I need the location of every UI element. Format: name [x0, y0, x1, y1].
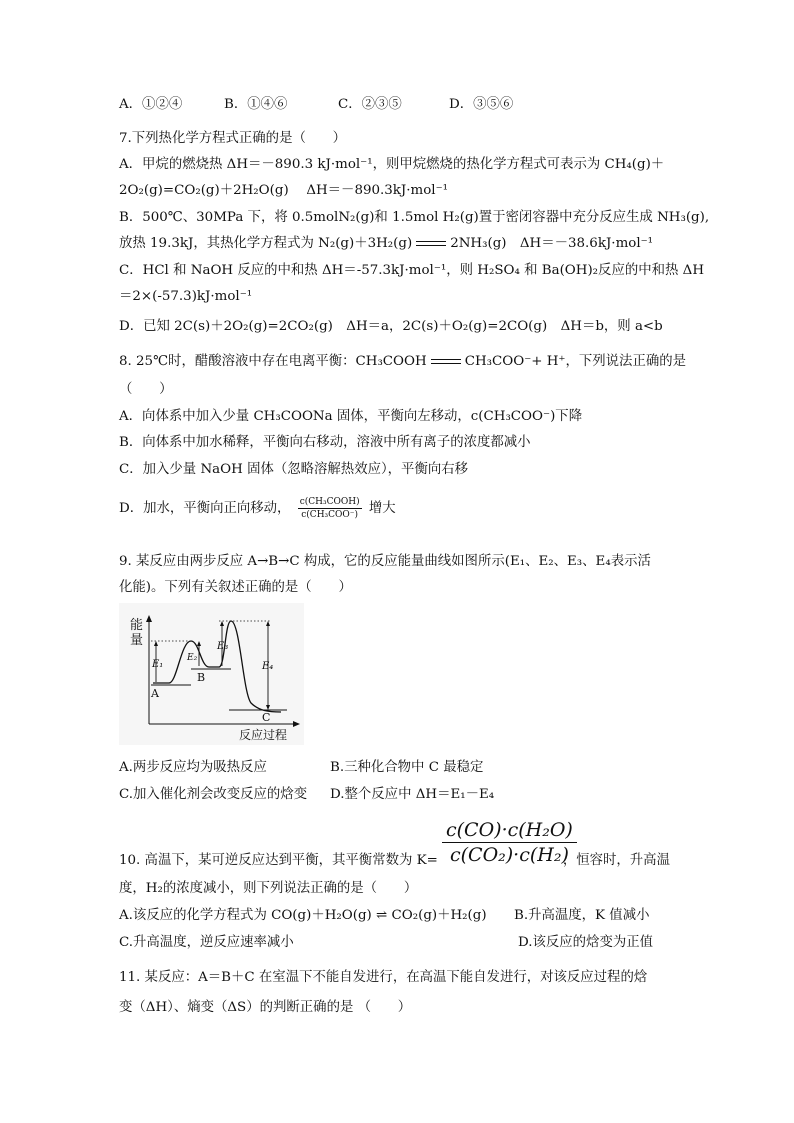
equilibrium-arrow-icon: [429, 357, 463, 367]
q8-stem-post: CH₃COO⁻+ H⁺，下列说法正确的是: [464, 354, 687, 369]
q9-option-b[interactable]: B.三种化合物中 C 最稳定: [330, 760, 484, 775]
species-a-label: A: [151, 687, 159, 700]
q8-option-d-pre: D．加水，平衡向正向移动，: [119, 501, 291, 516]
q7-option-a-line1[interactable]: A．甲烷的燃烧热 ΔH＝－890.3 kJ·mol⁻¹，则甲烷燃烧的热化学方程式可表示为 CH₄(g)＋: [119, 157, 665, 172]
k-numerator: c(CO)·c(H₂O): [442, 818, 577, 843]
q8-option-b[interactable]: B．向体系中加水稀释，平衡向右移动，溶液中所有离子的浓度都减小: [119, 435, 531, 450]
q10-option-a[interactable]: A.该反应的化学方程式为 CO(g)＋H₂O(g) ⇌ CO₂(g)＋H₂(g): [119, 908, 487, 923]
q9-options-row1: [119, 759, 483, 777]
q10-option-d[interactable]: D.该反应的焓变为正值: [518, 935, 654, 950]
q11-stem-line2: 变（ΔH）、熵变（ΔS）的判断正确的是 （ ）: [119, 1000, 412, 1015]
q9-options-row2: [119, 786, 494, 804]
q9-option-d[interactable]: D.整个反应中 ΔH＝E₁－E₄: [330, 787, 495, 802]
q8-option-d-post: 增大: [368, 501, 396, 516]
q7-option-d[interactable]: D．已知 2C(s)＋2O₂(g)=2CO₂(g) ΔH＝a，2C(s)＋O₂(g)=2CO(g) ΔH＝b，则 a<b: [119, 319, 663, 334]
q7-option-b-post: 2NH₃(g) ΔH＝－38.6kJ·mol⁻¹: [450, 236, 654, 251]
q10-options-row1: [119, 907, 649, 925]
e1-label: E₁: [152, 659, 164, 670]
q8-stem-blank: （ ）: [119, 382, 173, 397]
q7-option-c-line1[interactable]: C．HCl 和 NaOH 反应的中和热 ΔH＝-57.3kJ·mol⁻¹，则 H₂SO₄ 和 Ba(OH)₂反应的中和热 ΔH: [119, 263, 705, 278]
q8-option-a[interactable]: A．向体系中加入少量 CH₃COONa 固体，平衡向左移动，c(CH₃COO⁻)下降: [119, 409, 583, 424]
q10-options-row2: [119, 934, 653, 952]
energy-profile-diagram: [119, 603, 304, 745]
equilibrium-arrow-icon: [414, 239, 448, 249]
ratio-numerator: c(CH₃COOH): [299, 497, 360, 507]
q10-stem-post: ，恒容时，升高温: [562, 853, 670, 868]
x-axis-label: 反应过程: [239, 728, 288, 742]
q10-stem-line2: 度，H₂的浓度减小，则下列说法正确的是（ ）: [119, 881, 418, 896]
q9-stem-line2: 化能)。下列有关叙述正确的是（ ）: [119, 580, 352, 595]
q9-option-c[interactable]: C.加入催化剂会改变反应的焓变: [119, 787, 308, 802]
q6-option-b[interactable]: B．①④⑥: [224, 97, 288, 112]
q10-stem-pre: 10. 高温下，某可逆反应达到平衡，其平衡常数为 K=: [119, 853, 438, 868]
q6-option-d[interactable]: D．③⑤⑥: [449, 97, 514, 112]
q6-options: [119, 96, 513, 114]
q6-option-c[interactable]: C．②③⑤: [338, 97, 402, 112]
q7-option-b-pre: 放热 19.3kJ，其热化学方程式为 N₂(g)＋3H₂(g): [119, 236, 413, 251]
q7-option-a-line2[interactable]: 2O₂(g)=CO₂(g)＋2H₂O(g) ΔH＝－890.3kJ·mol⁻¹: [119, 183, 448, 198]
species-b-label: B: [197, 671, 206, 684]
e4-label: E₄: [262, 661, 274, 672]
y-axis-label-2: 量: [130, 633, 144, 648]
q9-option-a[interactable]: A.两步反应均为吸热反应: [119, 760, 267, 775]
ratio-denominator: c(CH₃COO⁻): [301, 510, 359, 520]
q6-option-a[interactable]: A．①②④: [119, 97, 183, 112]
q8-stem-pre: 8. 25℃时，醋酸溶液中存在电离平衡：CH₃COOH: [119, 354, 427, 369]
q8-option-c[interactable]: C．加入少量 NaOH 固体（忽略溶解热效应），平衡向右移: [119, 462, 469, 477]
species-c-label: C: [262, 711, 271, 724]
q9-stem-line1: 9. 某反应由两步反应 A→B→C 构成，它的反应能量曲线如图所示(E₁、E₂、E₃、E₄表示活: [119, 554, 651, 569]
q7-option-b-line1[interactable]: B．500℃、30MPa 下，将 0.5molN₂(g)和 1.5mol H₂(g)置于密闭容器中充分反应生成 NH₃(g),: [119, 210, 710, 225]
q7-stem: 7.下列热化学方程式正确的是（ ）: [119, 131, 347, 146]
q8-stem: [119, 353, 686, 371]
concentration-ratio: [298, 496, 362, 521]
q7-option-b-line2[interactable]: [119, 235, 653, 253]
e3-label: E₃: [217, 641, 229, 652]
q10-stem-line1: [119, 852, 670, 870]
q10-option-b[interactable]: B.升高温度，K 值减小: [514, 908, 650, 923]
q7-option-c-line2[interactable]: ＝2×(-57.3)kJ·mol⁻¹: [119, 289, 253, 304]
y-axis-label-1: 能: [130, 618, 144, 633]
q8-option-d[interactable]: [119, 496, 396, 521]
q11-stem-line1: 11. 某反应：A＝B＋C 在室温下不能自发进行，在高温下能自发进行，对该反应过程的焓: [119, 970, 648, 985]
e2-label: E₂: [187, 653, 198, 663]
q10-option-c[interactable]: C.升高温度，逆反应速率减小: [119, 935, 294, 950]
k-denominator: c(CO₂)·c(H₂): [449, 844, 569, 866]
